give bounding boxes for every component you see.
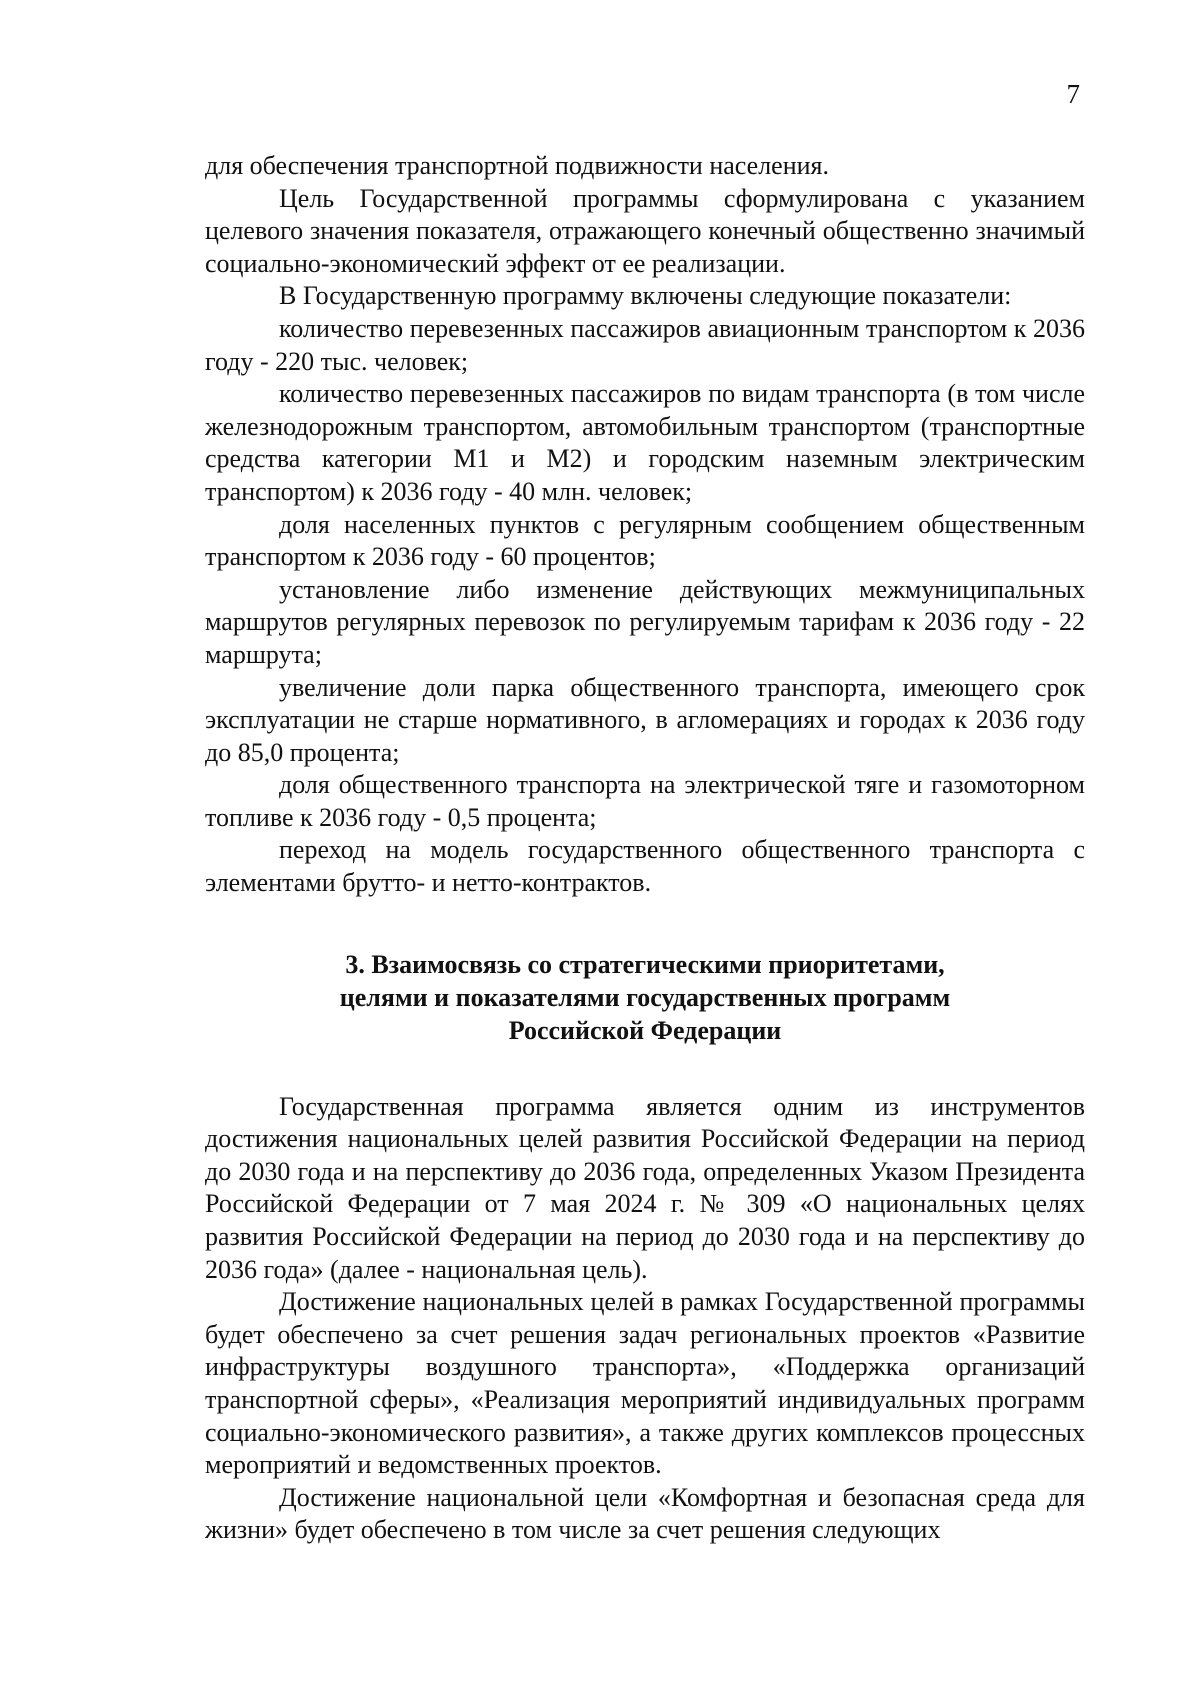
paragraph-regional-projects: Достижение национальных целей в рамках Государственной программы будет обеспечено за счет решения задач региональных проектов «Развитие инфраструктуры воздушного транспорта», «Поддержка организаций транспортной сферы», «Реализация мероприятий индивидуальных программ социально-экономического развития», а также других комплексов процессных мероприятий и ведомственных проектов. [205, 1287, 1085, 1480]
section-heading-line-1: 3. Взаимосвязь со стратегическими приоритетами, [345, 949, 945, 979]
indicator-passengers-by-mode: количество перевезенных пассажиров по видам транспорта (в том числе железнодорожным транспортом, автомобильным транспортом (транспортные средства категории M1 и M2) и городским наземным электрическим транспортом) к 2036 году - 40 млн. человек; [205, 379, 1085, 506]
indicator-contract-model: переход на модель государственного общественного транспорта с элементами брутто- и нетто-контрактов. [205, 835, 1085, 898]
indicator-air-passengers: количество перевезенных пассажиров авиационным транспортом к 2036 году - 220 тыс. человек; [205, 313, 1085, 376]
paragraph-indicators-intro: В Государственную программу включены следующие показатели: [279, 281, 1012, 311]
indicator-settlements-share: доля населенных пунктов с регулярным сообщением общественным транспортом к 2036 году - 60 процентов; [205, 509, 1085, 572]
section-heading-line-2: целями и показателями государственных программ [339, 982, 951, 1012]
indicator-electric-gas-share: доля общественного транспорта на электрической тяге и газомоторном топливе к 2036 году - 0,5 процента; [205, 770, 1085, 832]
paragraph-comfortable-environment: Достижение национальной цели «Комфортная и безопасная среда для жизни» будет обеспечено в том числе за счет решения следующих [205, 1482, 1085, 1545]
indicator-intermunicipal-routes: установление либо изменение действующих межмуниципальных маршрутов регулярных перевозок по регулируемым тарифам к 2036 году - 22 маршрута; [205, 574, 1085, 669]
section-heading [205, 948, 1085, 1047]
indicator-fleet-share: увеличение доли парка общественного транспорта, имеющего срок эксплуатации не старше нормативного, в агломерациях и городах к 2036 году до 85,0 процента; [205, 672, 1085, 767]
paragraph-national-goals: Государственная программа является одним из инструментов достижения национальных целей развития Российской Федерации на период до 2030 года и на перспективу до 2036 года, определенных Указом Президента Российской Федерации от 7 мая 2024 г. № 309 «О национальных целях развития Российской Федерации на период до 2030 года и на перспективу до 2036 года» (далее - национальная цель). [205, 1091, 1085, 1284]
page-number: 7 [1066, 79, 1080, 109]
section-heading-line-3: Российской Федерации [508, 1015, 782, 1045]
paragraph-program-goal: Цель Государственной программы сформулирована с указанием целевого значения показателя, отражающего конечный общественно значимый социально-экономический эффект от ее реализации. [205, 183, 1085, 278]
paragraph-continuation: для обеспечения транспортной подвижности населения. [205, 151, 829, 180]
document-body [205, 150, 1085, 1547]
